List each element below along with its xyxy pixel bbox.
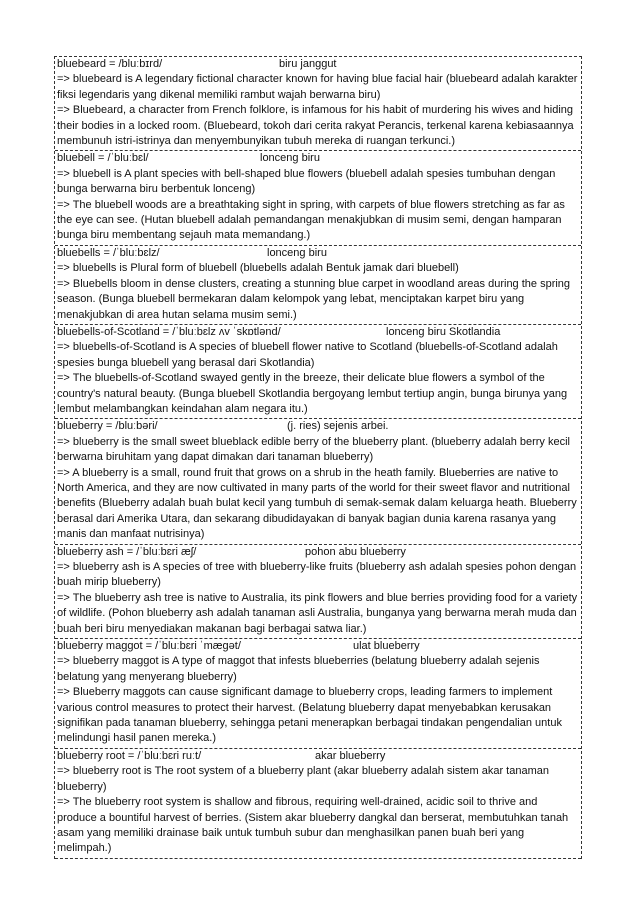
entry-term: blueberry = /bluːbəri/ — [57, 420, 158, 433]
entry-blueberry-maggot — [55, 639, 581, 749]
entry-blueberry-root — [55, 749, 581, 859]
entry-term: blueberry ash = /ˈbluːbɛri æʃ/ — [57, 545, 197, 558]
entry-example: => Bluebells bloom in dense clusters, creating a stunning blue carpet in woodland areas during the spring season. (Bunga bluebell bermekaran dalam kelompok yang lebat, menciptakan karpet biru yang menakjubkan di area hutan selama musim semi.) — [57, 277, 571, 321]
entry-blueberry-ash — [55, 545, 581, 639]
entry-translation: biru janggut — [279, 58, 337, 70]
entry-header — [57, 639, 579, 654]
entry-header — [57, 545, 579, 560]
entry-header — [57, 246, 579, 261]
dictionary-table — [54, 56, 582, 859]
entry-term: bluebell = /ˈbluːbɛl/ — [57, 152, 149, 165]
entry-header — [57, 57, 579, 72]
entry-example: => Bluebeard, a character from French folklore, is infamous for his habit of murdering his wives and hiding their bodies in a locked room. (Bluebeard, tokoh dari cerita rakyat Perancis, terkenal karena kebiasaannya membunuh istri-istrinya dan menyembunyikan tubuh mereka di ruangan terkunci.) — [57, 104, 574, 148]
entry-example: => Blueberry maggots can cause significant damage to blueberry crops, leading farmers to implement various control measures to protect their harvest. (Belatung blueberry dapat menyebabkan kerusakan signifikan pada tanaman blueberry, sehingga petani menerapkan berbagai tindakan pengendalian untuk melindungi hasil panen mereka.) — [57, 686, 562, 745]
entry-term: bluebeard = /bluːbɪrd/ — [57, 58, 163, 70]
entry-bluebells-of-scotland — [55, 325, 581, 419]
entry-definition: => blueberry maggot is A type of maggot that infests blueberries (belatung blueberry adalah sejenis belatung yang menyerang blueberry) — [57, 655, 540, 683]
entry-definition: => blueberry root is The root system of a blueberry plant (akar blueberry adalah sistem akar tanaman blueberry) — [57, 765, 549, 793]
entry-definition: => bluebell is A plant species with bell-shaped blue flowers (bluebell adalah spesies tumbuhan dengan bunga berwarna biru berbentuk lonceng) — [57, 167, 556, 196]
entry-definition: => bluebells-of-Scotland is A species of bluebell flower native to Scotland (bluebells-of-Scotland adalah spesies bunga bluebell yang berasal dari Skotlandia) — [57, 341, 558, 369]
entry-translation: (j. ries) sejenis arbei. — [287, 420, 389, 433]
entry-translation: akar blueberry — [315, 749, 386, 762]
entry-term: blueberry root = /ˈbluːbɛri ruːt/ — [57, 749, 202, 762]
entry-example: => The bluebell woods are a breathtaking sight in spring, with carpets of blue flowers stretching as far as the eye can see. (Hutan bluebell adalah pemandangan menakjubkan di musim semi, dengan hamparan bunga biru membentang sejauh mata memandang.) — [57, 198, 565, 242]
entry-example: => The bluebells-of-Scotland swayed gently in the breeze, their delicate blue flowers a symbol of the country's natural beauty. (Bunga bluebell Skotlandia bergoyang lembut tertiup angin, bunga birunya yang lembut melambangkan keindahan alam negara itu.) — [57, 372, 568, 415]
entry-example: => The blueberry ash tree is native to Australia, its pink flowers and blue berries providing food for a variety of wildlife. (Pohon blueberry ash adalah tanaman asli Australia, bunganya yang berwarna merah muda dan buah beri biru menyediakan makanan bagi berbagai satwa liar.) — [57, 591, 578, 635]
entry-translation: lonceng biru — [260, 152, 320, 165]
entry-definition: => bluebells is Plural form of bluebell (bluebells adalah Bentuk jamak dari bluebell) — [57, 262, 459, 275]
entry-header — [57, 419, 579, 434]
entry-definition: => blueberry ash is A species of tree with blueberry-like fruits (blueberry ash adalah spesies pohon dengan buah mirip blueberry) — [57, 561, 577, 589]
entry-blueberry — [55, 419, 581, 544]
entry-bluebell — [55, 151, 581, 245]
entry-bluebells — [55, 246, 581, 325]
entry-definition: => blueberry is the small sweet blueblack edible berry of the blueberry plant. (blueberry adalah berry kecil berwarna biruhitam yang dapat dimakan dari tanaman blueberry) — [57, 435, 570, 464]
entry-definition: => bluebeard is A legendary fictional character known for having blue facial hair (bluebeard adalah karakter fiksi legendaris yang dikenal memiliki rambut wajah berwarna biru) — [57, 73, 578, 101]
entry-translation: lonceng biru — [267, 246, 327, 259]
entry-term: blueberry maggot = /ˈbluːbɛri ˈmægət/ — [57, 640, 241, 653]
entry-translation: ulat blueberry — [353, 640, 420, 653]
entry-header — [57, 749, 579, 764]
entry-translation: pohon abu blueberry — [305, 545, 406, 558]
entry-term: bluebells = /ˈbluːbɛlz/ — [57, 246, 160, 259]
entry-header — [57, 151, 579, 166]
entry-example: => A blueberry is a small, round fruit that grows on a shrub in the heath family. Blueberries are native to North America, and they are now cultivated in many parts of the world for their sweet flavor and nutritional benefits (Blueberry adalah buah bulat kecil yang tumbuh di semak-semak dalam keluarga heath. Blueberry berasal dari Amerika Utara, dan sekarang dibudidayakan di banyak bagian dunia karena rasanya yang manis dan manfaat nutrisinya) — [57, 466, 577, 541]
entry-term: bluebells-of-Scotland = /ˈbluːbɛlz ʌv ˈskɒtlənd/ — [57, 325, 281, 338]
entry-bluebeard — [55, 57, 581, 151]
entry-header — [57, 325, 579, 340]
entry-translation: lonceng biru Skotlandia — [386, 325, 501, 338]
entry-example: => The blueberry root system is shallow and fibrous, requiring well-drained, acidic soil to thrive and produce a bountiful harvest of berries. (Sistem akar blueberry dangkal dan berserat, membutuhkan tanah asam yang memiliki drainase baik untuk tumbuh subur dan menghasilkan panen buah beri yang melimpah.) — [57, 796, 569, 855]
